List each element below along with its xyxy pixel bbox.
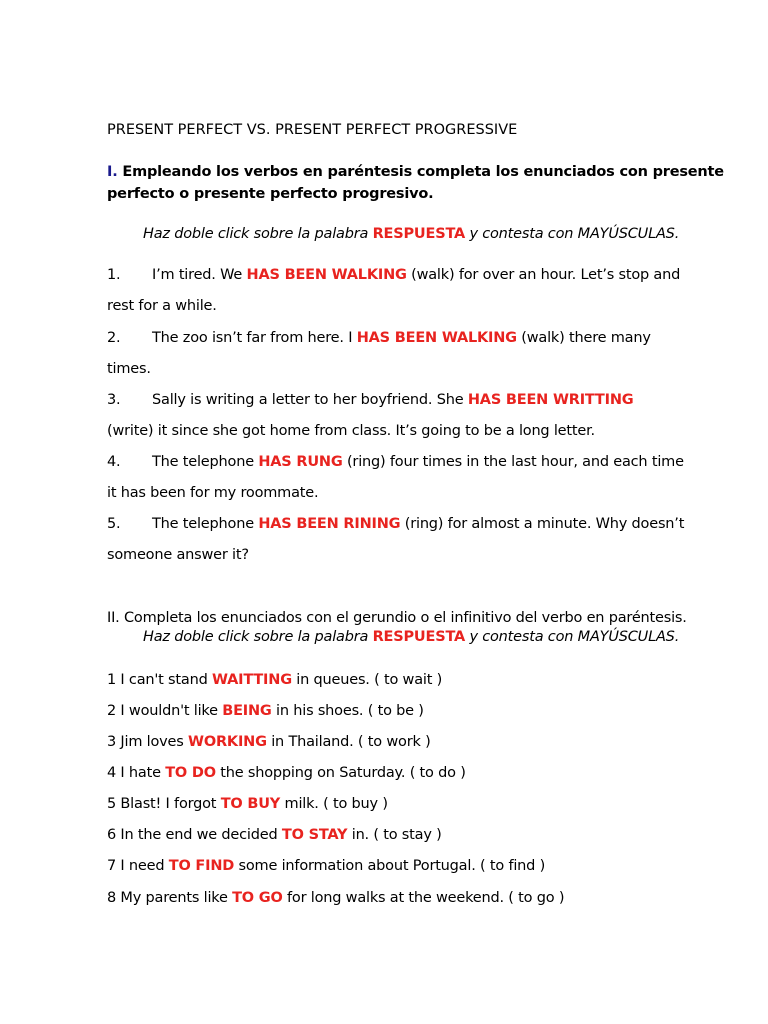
list-item: 7 I need TO FIND some information about Portugal. ( to find ) (107, 858, 546, 874)
list-item: 5 Blast! I forgot TO BUY milk. ( to buy ) (107, 796, 388, 812)
list-item: 4 I hate TO DO the shopping on Saturday. ( to do ) (107, 765, 466, 781)
section1-numeral: I. (107, 164, 118, 180)
section2-hint: Haz doble click sobre la palabra RESPUESTA y contesta con MAYÚSCULAS. (143, 629, 680, 645)
list-item: 1. I’m tired. We HAS BEEN WALKING (walk) for over an hour. Let’s stop and (107, 267, 681, 283)
list-item: 1 I can't stand WAITTING in queues. ( to wait ) (107, 672, 443, 688)
answer-field[interactable]: HAS BEEN RINING (258, 516, 401, 532)
answer-field[interactable]: TO FIND (168, 858, 235, 874)
answer-field[interactable]: HAS RUNG (258, 454, 343, 470)
answer-field[interactable]: BEING (222, 703, 272, 719)
answer-field[interactable]: TO BUY (220, 796, 281, 812)
answer-field[interactable]: TO DO (165, 765, 216, 781)
list-item: 6 In the end we decided TO STAY in. ( to stay ) (107, 827, 442, 843)
section1-instruction-line2: perfecto o presente perfecto progresivo. (107, 186, 434, 202)
list-item-continuation: times. (107, 361, 151, 377)
page-title: PRESENT PERFECT VS. PRESENT PERFECT PROGRESSIVE (107, 122, 518, 138)
section2-instruction: II. Completa los enunciados con el gerundio o el infinitivo del verbo en paréntesis. (107, 610, 687, 626)
list-item: 5. The telephone HAS BEEN RINING (ring) for almost a minute. Why doesn’t (107, 516, 685, 532)
list-item-continuation: someone answer it? (107, 547, 249, 563)
list-item: 2. The zoo isn’t far from here. I HAS BEEN WALKING (walk) there many (107, 330, 651, 346)
section1-hint: Haz doble click sobre la palabra RESPUESTA y contesta con MAYÚSCULAS. (143, 226, 680, 242)
list-item-continuation: (write) it since she got home from class. It’s going to be a long letter. (107, 423, 595, 439)
list-item: 3 Jim loves WORKING in Thailand. ( to work ) (107, 734, 431, 750)
answer-field[interactable]: HAS BEEN WALKING (246, 267, 407, 283)
answer-field[interactable]: WORKING (188, 734, 267, 750)
answer-field[interactable]: WAITTING (211, 672, 292, 688)
section1-instruction-line1: I. Empleando los verbos en paréntesis completa los enunciados con presente (107, 164, 724, 180)
list-item: 2 I wouldn't like BEING in his shoes. ( to be ) (107, 703, 424, 719)
respuesta-keyword[interactable]: RESPUESTA (372, 226, 466, 242)
list-item-continuation: rest for a while. (107, 298, 217, 314)
answer-field[interactable]: TO STAY (281, 827, 348, 843)
answer-field[interactable]: HAS BEEN WALKING (356, 330, 517, 346)
answer-field[interactable]: HAS BEEN WRITTING (467, 392, 634, 408)
list-item: 3. Sally is writing a letter to her boyfriend. She HAS BEEN WRITTING (107, 392, 634, 408)
answer-field[interactable]: TO GO (232, 890, 283, 906)
respuesta-keyword[interactable]: RESPUESTA (372, 629, 466, 645)
list-item: 4. The telephone HAS RUNG (ring) four times in the last hour, and each time (107, 454, 684, 470)
list-item-continuation: it has been for my roommate. (107, 485, 319, 501)
list-item: 8 My parents like TO GO for long walks at the weekend. ( to go ) (107, 890, 565, 906)
